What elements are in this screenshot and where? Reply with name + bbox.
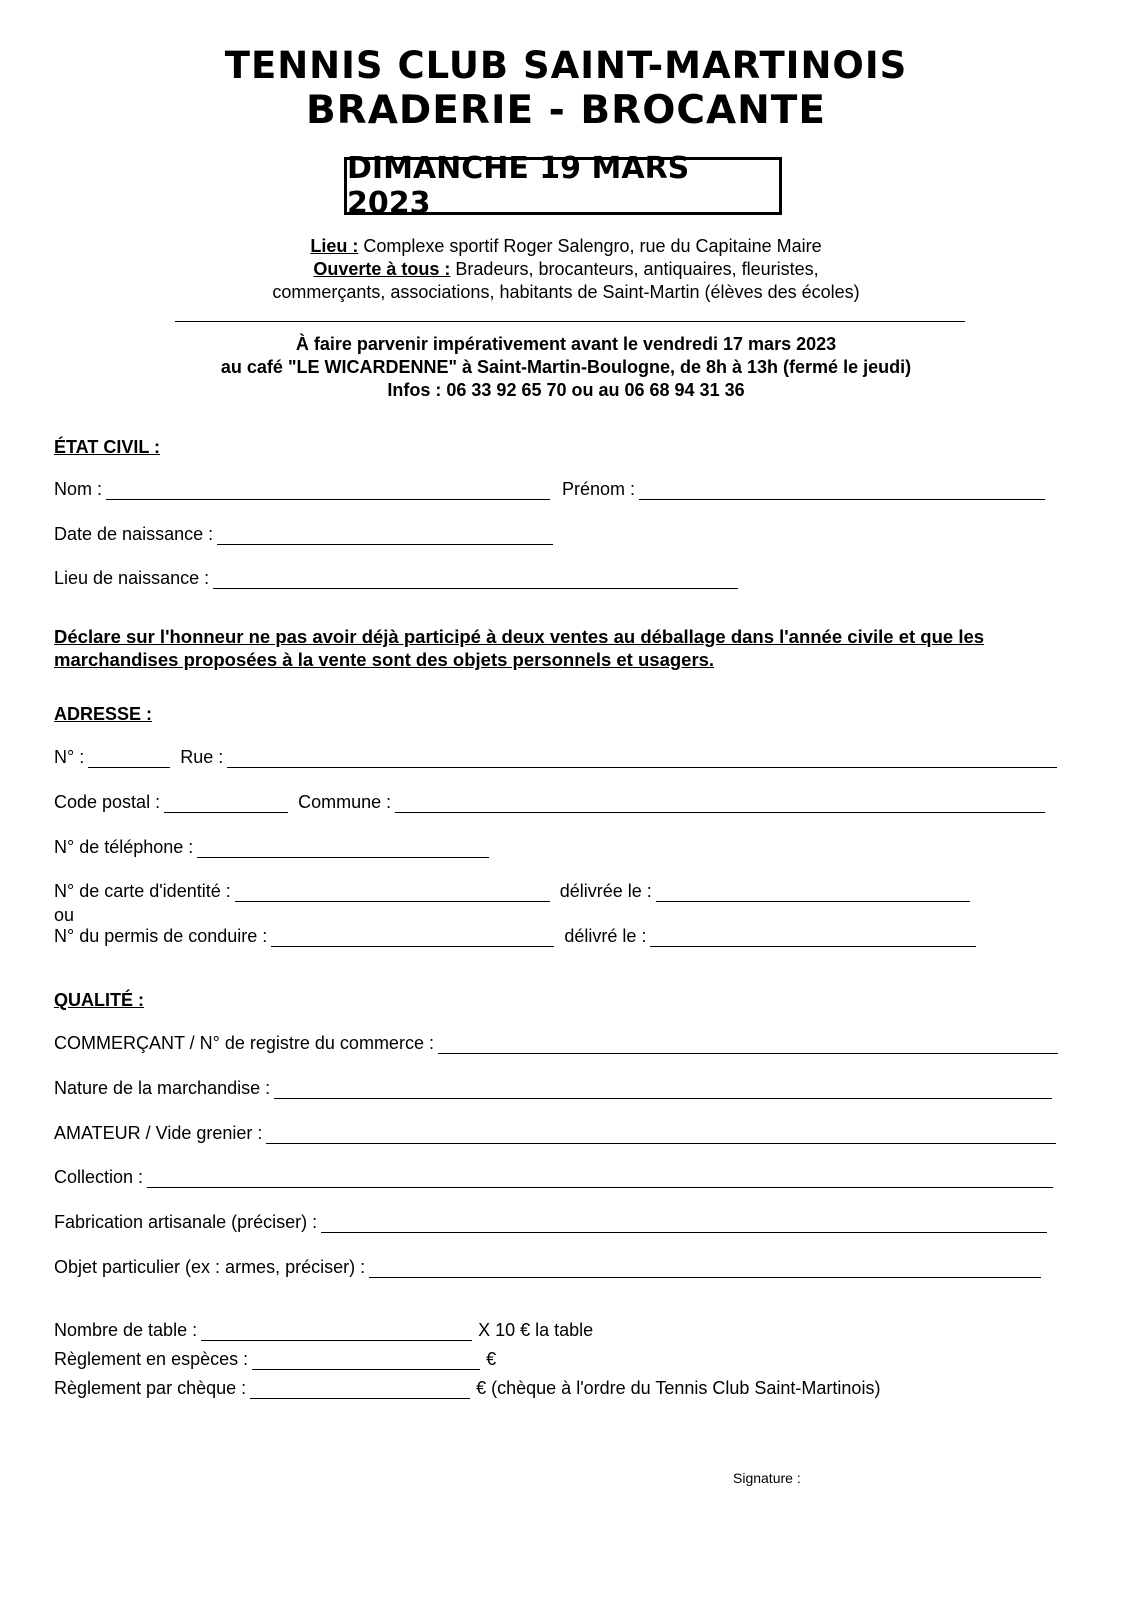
qualite-heading: QUALITÉ : [54,990,144,1010]
event-date-box [344,151,782,221]
objet-row [54,1257,1041,1278]
commercant-label: COMMERÇANT / N° de registre du commerce : [54,1033,434,1053]
carte-identite-row [54,881,970,902]
delivre-label: délivré le : [564,926,647,946]
notice-line-3: Infos : 06 33 92 65 70 ou au 06 68 94 31 36 [387,380,745,400]
lieu-line [0,235,1132,257]
numero-rue-row [54,747,1057,768]
rue-label: Rue : [180,747,224,767]
divider [175,321,965,322]
numero-label: N° : [54,747,85,767]
code-postal-label: Code postal : [54,792,161,812]
notice [0,333,1132,402]
amateur-row [54,1123,1056,1144]
numero-field[interactable] [88,749,170,768]
club-title: TENNIS CLUB SAINT-MARTINOIS [224,44,908,87]
delivree-label: délivrée le : [559,881,652,901]
prenom-field[interactable] [639,481,1045,500]
code-postal-field[interactable] [164,794,288,813]
permis-field[interactable] [271,928,554,947]
especes-field[interactable] [252,1351,480,1370]
event-date: DIMANCHE 19 MARS 2023 [347,151,690,221]
permis-row [54,926,976,947]
amateur-label: AMATEUR / Vide grenier : [54,1123,263,1143]
lieu-label: Lieu : [310,236,359,256]
tables-row [54,1320,593,1341]
adresse-heading: ADRESSE : [54,704,153,724]
collection-field[interactable] [147,1169,1053,1188]
ou-row [54,905,74,926]
especes-label: Règlement en espèces : [54,1349,249,1369]
nom-field[interactable] [106,481,550,500]
event-title: BRADERIE - BROCANTE [305,88,827,133]
collection-label: Collection : [54,1167,144,1187]
notice-line-1: À faire parvenir impérativement avant le vendredi 17 mars 2023 [295,334,837,354]
especes-suffix: € [486,1349,497,1369]
ouverte-line [0,258,1132,280]
ouverte-label: Ouverte à tous : [313,259,451,279]
ouverte-line-2: commerçants, associations, habitants de Saint-Martin (élèves des écoles) [272,282,860,302]
date-naissance-field[interactable] [217,526,553,545]
nature-row [54,1078,1052,1099]
lieu-naissance-row [54,568,738,589]
date-naissance-label: Date de naissance : [54,524,214,544]
ouverte-text: Bradeurs, brocanteurs, antiquaires, fleuristes, [450,259,819,279]
nature-field[interactable] [274,1080,1052,1099]
commercant-row [54,1033,1058,1054]
especes-row [54,1349,496,1370]
cheque-label: Règlement par chèque : [54,1378,247,1398]
commune-field[interactable] [395,794,1045,813]
commune-label: Commune : [298,792,392,812]
fabrication-field[interactable] [321,1214,1047,1233]
lieu-text: Complexe sportif Roger Salengro, rue du Capitaine Maire [358,236,822,256]
telephone-field[interactable] [197,839,489,858]
collection-row [54,1167,1053,1188]
ou-label: ou [54,905,75,925]
fabrication-row [54,1212,1047,1233]
cheque-row [54,1378,880,1399]
prenom-label: Prénom : [562,479,636,499]
signature-label: Signature : [733,1470,801,1486]
permis-label: N° du permis de conduire : [54,926,268,946]
carte-identite-field[interactable] [235,883,550,902]
nom-label: Nom : [54,479,103,499]
tables-field[interactable] [201,1322,472,1341]
lieu-naissance-label: Lieu de naissance : [54,568,210,588]
cheque-field[interactable] [250,1380,470,1399]
etat-civil-heading: ÉTAT CIVIL : [54,437,160,457]
tables-label: Nombre de table : [54,1320,198,1340]
declaration: Déclare sur l'honneur ne pas avoir déjà participé à deux ventes au déballage dans l'année civile et que les marchandises proposées à la vente sont des objets personnels et usagers. [54,626,985,670]
delivre-field[interactable] [650,928,976,947]
amateur-field[interactable] [266,1125,1056,1144]
commercant-field[interactable] [438,1035,1058,1054]
objet-label: Objet particulier (ex : armes, préciser) : [54,1257,366,1277]
objet-field[interactable] [369,1259,1041,1278]
nom-row [54,479,1045,500]
tables-suffix: X 10 € la table [478,1320,594,1340]
fabrication-label: Fabrication artisanale (préciser) : [54,1212,318,1232]
telephone-row [54,837,489,858]
date-naissance-row [54,524,553,545]
code-postal-row [54,792,1045,813]
rue-field[interactable] [227,749,1057,768]
cheque-suffix: € (chèque à l'ordre du Tennis Club Saint-Martinois) [476,1378,881,1398]
telephone-label: N° de téléphone : [54,837,194,857]
delivree-field[interactable] [656,883,970,902]
carte-identite-label: N° de carte d'identité : [54,881,231,901]
notice-line-2: au café "LE WICARDENNE" à Saint-Martin-Boulogne, de 8h à 13h (fermé le jeudi) [220,357,912,377]
lieu-naissance-field[interactable] [213,570,738,589]
nature-label: Nature de la marchandise : [54,1078,271,1098]
